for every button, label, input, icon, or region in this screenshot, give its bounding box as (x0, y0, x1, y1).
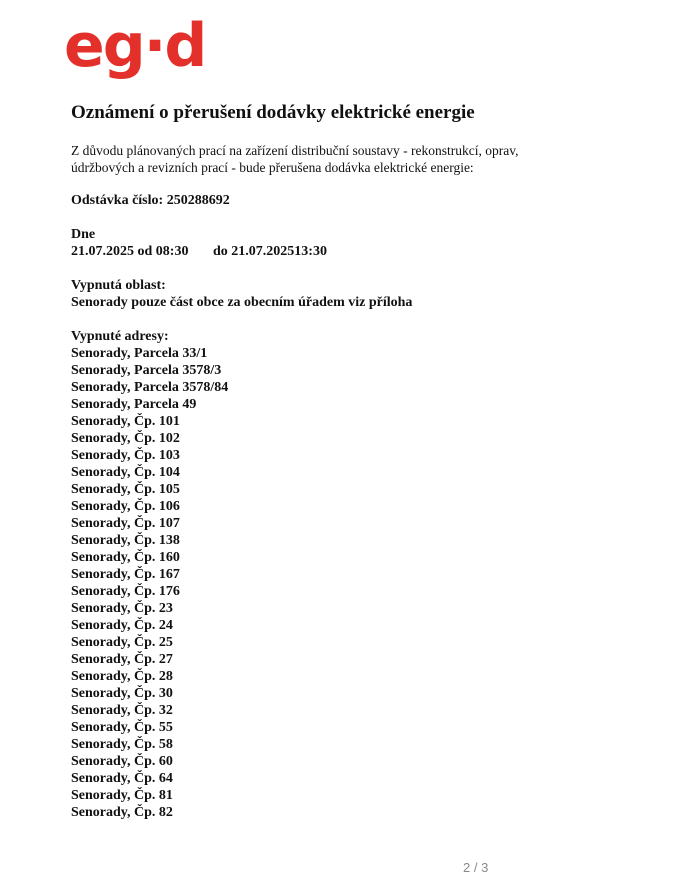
outage-number-value: 250288692 (166, 193, 230, 208)
area-label: Vypnutá oblast: (71, 278, 166, 293)
list-item: Senorady, Čp. 104 (71, 465, 180, 480)
list-item: Senorady, Čp. 24 (71, 618, 173, 633)
list-item: Senorady, Čp. 105 (71, 482, 180, 497)
date-label: Dne (71, 227, 96, 242)
list-item: Senorady, Čp. 27 (71, 652, 173, 667)
addresses-section (71, 328, 631, 821)
list-item: Senorady, Čp. 81 (71, 788, 173, 803)
list-item: Senorady, Čp. 102 (71, 431, 180, 446)
list-item: Senorady, Čp. 23 (71, 601, 173, 616)
egd-logo: eg·d (64, 11, 206, 81)
intro-line-1: Z důvodu plánovaných prací na zařízení distribuční soustavy - rekonstrukcí, oprav, (71, 143, 519, 158)
address-list (71, 345, 631, 821)
list-item: Senorady, Parcela 3578/84 (71, 380, 229, 395)
list-item: Senorady, Čp. 103 (71, 448, 180, 463)
list-item: Senorady, Čp. 25 (71, 635, 173, 650)
intro-paragraph (71, 142, 631, 176)
date-range (71, 243, 631, 260)
date-to-prefix: do 21.07.2025 (213, 244, 295, 259)
list-item: Senorady, Parcela 3578/3 (71, 363, 222, 378)
list-item: Senorady, Čp. 138 (71, 533, 180, 548)
list-item: Senorady, Čp. 28 (71, 669, 173, 684)
list-item: Senorady, Čp. 82 (71, 805, 173, 820)
list-item: Senorady, Čp. 160 (71, 550, 180, 565)
list-item: Senorady, Parcela 49 (71, 397, 197, 412)
page-number: 2 / 3 (463, 860, 489, 875)
date-from: 21.07.2025 od 08:30 (71, 244, 189, 259)
list-item: Senorady, Čp. 55 (71, 720, 173, 735)
outage-number-label: Odstávka číslo: (71, 193, 164, 208)
list-item: Senorady, Čp. 107 (71, 516, 180, 531)
page-title: Oznámení o přerušení dodávky elektrické energie (71, 102, 475, 123)
list-item: Senorady, Parcela 33/1 (71, 346, 208, 361)
list-item: Senorady, Čp. 32 (71, 703, 173, 718)
addresses-label: Vypnuté adresy: (71, 329, 169, 344)
list-item: Senorady, Čp. 64 (71, 771, 173, 786)
list-item: Senorady, Čp. 58 (71, 737, 173, 752)
list-item: Senorady, Čp. 30 (71, 686, 173, 701)
list-item: Senorady, Čp. 101 (71, 414, 180, 429)
list-item: Senorady, Čp. 167 (71, 567, 180, 582)
area-value: Senorady pouze část obce za obecním úřadem viz příloha (71, 295, 413, 310)
intro-line-2: údržbových a revizních prací - bude přerušena dodávka elektrické energie: (71, 160, 474, 175)
date-section (71, 226, 631, 260)
area-section (71, 277, 631, 311)
list-item: Senorady, Čp. 60 (71, 754, 173, 769)
list-item: Senorady, Čp. 176 (71, 584, 180, 599)
date-to-time: 13:30 (294, 244, 327, 259)
outage-number-row (71, 192, 631, 209)
list-item: Senorady, Čp. 106 (71, 499, 180, 514)
notice-body (71, 100, 631, 821)
